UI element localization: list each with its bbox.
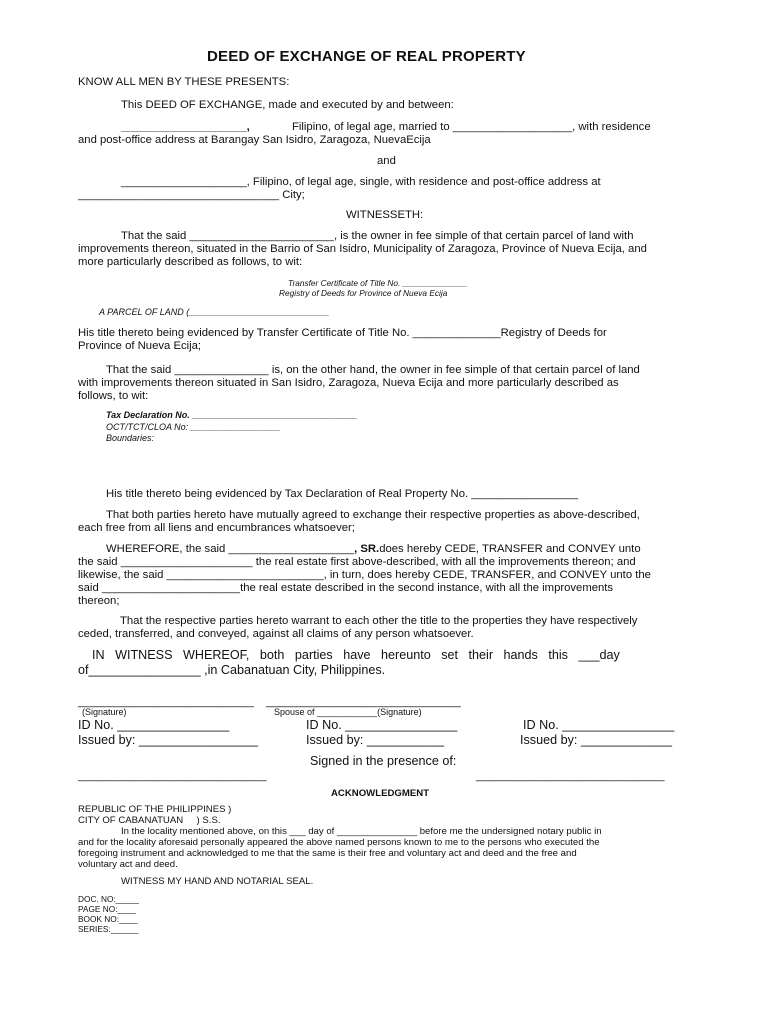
witnesseth-heading: WITNESSETH:: [346, 209, 424, 221]
para6-line3: likewise, the said _________________________, in turn, does hereby CEDE, TRANSFER, and CONVEY unto the: [78, 569, 651, 581]
id-no-left: ID No. ________________: [78, 718, 230, 732]
para3-line2: with improvements thereon situated in San Isidro, Zaragoza, Nueva Ecija and more particularly described as: [78, 377, 619, 389]
para6-line1a: WHEREFORE, the said ____________________: [106, 543, 355, 555]
ack-para-line1: In the locality mentioned above, on this ___ day of _______________ before me the undersigned notary public in: [121, 826, 602, 837]
parcel-line: A PARCEL OF LAND (____________________________: [99, 307, 330, 317]
signature-line-left: ____________________________: [78, 696, 254, 708]
ack-republic: REPUBLIC OF THE PHILIPPINES ): [78, 804, 232, 815]
doc-no: DOC. NO:_____: [78, 894, 139, 904]
party1-name-blank: ____________________,: [121, 121, 250, 133]
oct-line: OCT/TCT/CLOA No: __________________: [106, 422, 281, 432]
para1-line3: more particularly described as follows, to wit:: [78, 256, 303, 268]
ack-para-line3: foregoing instrument and acknowledged to me that the same is their free and voluntary act and deed and the free and: [78, 848, 577, 859]
and-text: and: [377, 155, 396, 167]
para3-line3: follows, to wit:: [78, 390, 149, 402]
para2-line1: His title thereto being evidenced by Transfer Certificate of Title No. ______________Registry of Deeds for: [78, 327, 607, 339]
para2-line2: Province of Nueva Ecija;: [78, 340, 202, 352]
para5-line1: That both parties hereto have mutually agreed to exchange their respective properties as above-described,: [106, 509, 640, 521]
para3-line1: That the said _______________ is, on the other hand, the owner in fee simple of that certain parcel of land: [106, 364, 640, 376]
issued-by-right: Issued by: _____________: [520, 733, 672, 747]
acknowledgment-heading: ACKNOWLEDGMENT: [331, 788, 430, 799]
know-all-heading: KNOW ALL MEN BY THESE PRESENTS:: [78, 76, 290, 88]
para8-line2: of________________ ,in Cabanatuan City, Philippines.: [78, 663, 386, 677]
book-no: BOOK NO:____: [78, 914, 138, 924]
para6-sr: , SR.: [354, 543, 380, 555]
id-no-right: ID No. ________________: [523, 718, 675, 732]
witness-line-right: ______________________________: [476, 770, 665, 782]
party2-line1: ____________________, Filipino, of legal age, single, with residence and post-office address at: [121, 176, 601, 188]
signature-label-mid: Spouse of ____________(Signature): [274, 707, 422, 717]
issued-by-left: Issued by: _________________: [78, 733, 258, 747]
boundaries-label: Boundaries:: [106, 433, 155, 443]
party1-line1: Filipino, of legal age, married to ___________________, with residence: [292, 121, 651, 133]
para7-line1: That the respective parties hereto warrant to each other the title to the properties they have respectively: [120, 615, 638, 627]
signature-line-mid: _______________________________: [266, 696, 461, 708]
page-no: PAGE NO:____: [78, 904, 136, 914]
para8-line1: IN WITNESS WHEREOF, both parties have hereunto set their hands this ___day: [92, 648, 620, 662]
tct-line1: Transfer Certificate of Title No. ______________: [288, 278, 468, 288]
para6-line1: [106, 543, 641, 556]
tax-declaration-line: Tax Declaration No. _________________________________: [106, 410, 358, 420]
intro-text: This DEED OF EXCHANGE, made and executed by and between:: [121, 99, 454, 111]
para1-line2: improvements thereon, situated in the Barrio of San Isidro, Municipality of Zaragoza, Province of Nueva Ecija, and: [78, 243, 647, 255]
party2-line2: ________________________________ City;: [78, 189, 305, 201]
para4-text: His title thereto being evidenced by Tax Declaration of Real Property No. _________________: [106, 488, 579, 500]
ack-para-line4: voluntary act and deed.: [78, 859, 178, 870]
document-title: DEED OF EXCHANGE OF REAL PROPERTY: [207, 48, 526, 65]
tct-line2: Registry of Deeds for Province of Nueva Ecija: [279, 288, 448, 298]
para5-line2: each free from all liens and encumbrances whatsoever;: [78, 522, 355, 534]
ack-para-line2: and for the locality aforesaid personally appeared the above named persons known to me to the persons who executed the: [78, 837, 600, 848]
para7-line2: ceded, transferred, and conveyed, against all claims of any person whatsoever.: [78, 628, 474, 640]
signed-presence-text: Signed in the presence of:: [310, 754, 457, 768]
para6-line4: said ______________________the real estate described in the second instance, with all the improvements: [78, 582, 614, 594]
signature-label-left: (Signature): [82, 707, 127, 717]
ack-witness-seal: WITNESS MY HAND AND NOTARIAL SEAL.: [121, 876, 314, 887]
witness-line-left: ______________________________: [78, 770, 267, 782]
para6-line5: thereon;: [78, 595, 120, 607]
series-no: SERIES:______: [78, 924, 139, 934]
para6-line1c: does hereby CEDE, TRANSFER and CONVEY unto: [379, 543, 641, 555]
para1-line1: That the said _______________________, is the owner in fee simple of that certain parcel of land with: [121, 230, 634, 242]
issued-by-mid: Issued by: ___________: [306, 733, 444, 747]
ack-city: CITY OF CABANATUAN ) S.S.: [78, 815, 221, 826]
para6-line2: the said _____________________ the real estate first above-described, with all the improvements thereon; and: [78, 556, 636, 568]
id-no-mid: ID No. ________________: [306, 718, 458, 732]
party1-line2: and post-office address at Barangay San Isidro, Zaragoza, NuevaEcija: [78, 134, 431, 146]
